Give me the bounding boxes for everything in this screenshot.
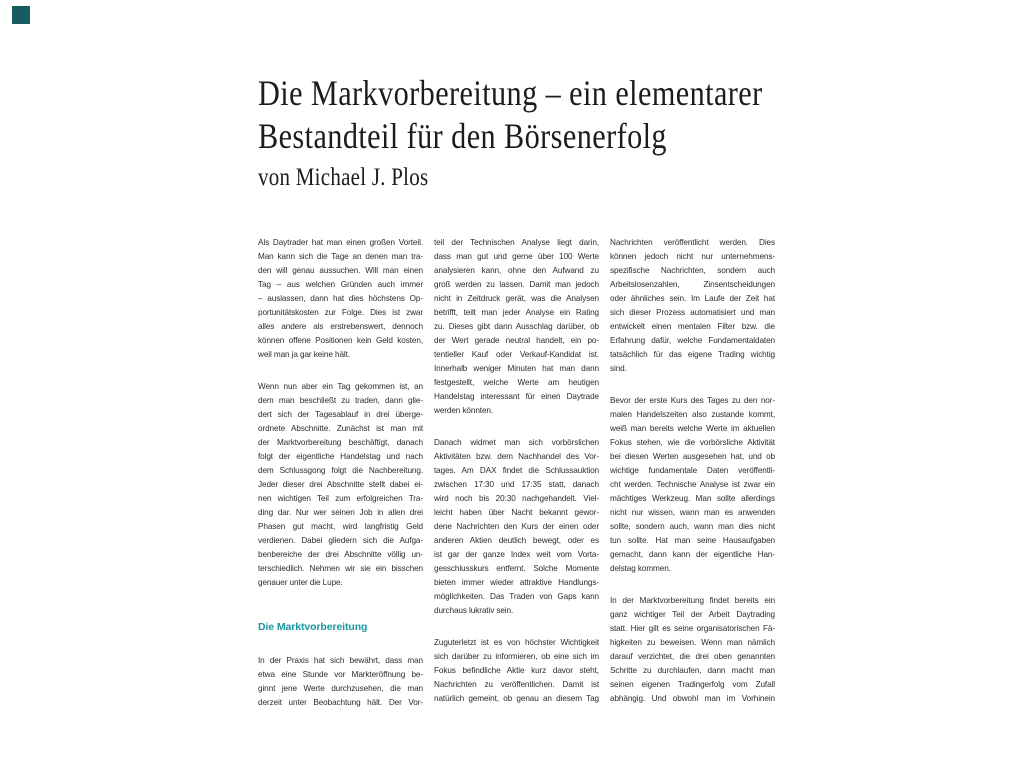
text-line: wird noch bis 20:30 nachgehandelt. Viel- [434,494,599,503]
text-line: verdienen. Dabei gliedern sich die Aufga- [258,536,423,545]
text-line: Jeder dieser drei Abschnitte stellt dabei ei- [258,480,423,489]
text-line: ginnt jene Werte durchzusehen, die man [258,684,423,693]
text-line: tentieller Kauf oder Verkauf-Kandidat ist. [434,350,599,359]
text-line: können offene Positionen kein Geld kosten, [258,336,423,345]
text-line: nicht nur wissen, wann man es anwenden [610,508,775,517]
paragraph [434,436,599,618]
text-line: natürlich gemeint, ob genau an diesem Tag [434,694,599,703]
text-line: genauer unter die Lupe. [258,578,343,587]
text-column-1 [258,236,423,728]
text-line: tages. Am DAX findet die Schlussauktion [434,466,599,475]
text-line: weiß man bereits welche Werte im aktuellen [610,424,775,433]
text-line: sich darüber zu informieren, ob eine sich im [434,652,599,661]
text-line: seinen eigenen Tradingerfolg vom Zufall [610,680,775,689]
text-line: nicht in Zeitdruck gerät, was die Analysen [434,294,599,303]
text-line: ist gar der ganze Index weit vom Vorta- [434,550,599,559]
text-line: ding dar. Nur wer seinen Job in allen drei [258,508,423,517]
text-line: ganz wichtiger Teil der Arbeit Daytrading [610,610,775,619]
text-line: zu. Dieses gibt dann Ausschlag darüber, ob [434,322,599,331]
text-line: festgestellt, welche Werte am heutigen [434,378,599,387]
text-line: portunitätskosten zur Folge. Dies ist zwar [258,308,423,317]
paragraph [610,236,775,376]
text-line: ordnete Abschnitte. Zunächst ist man mit [258,424,423,433]
text-line: betrifft, teilt man jeder Analyse ein Rating [434,308,599,317]
text-line: anderen Aktien deutlich bewegt, oder es [434,536,599,545]
text-line: Als Daytrader hat man einen großen Vorteil. [258,238,423,247]
text-line: der Marktvorbereitung beschäftigt, danach [258,438,423,447]
text-line: Tag – aus welchen Gründen auch immer [258,280,423,289]
text-line: Wenn nun aber ein Tag gekommen ist, an [258,382,423,391]
text-line: In der Praxis hat sich bewährt, dass man [258,656,423,665]
text-line: Man kann sich die Tage an denen man tra- [258,252,423,261]
text-column-3 [610,236,775,724]
text-line: benbereiche der drei Abschnitte völlig un- [258,550,423,559]
paragraph [610,594,775,706]
text-line: dass man gut und gerne über 100 Werte [434,252,599,261]
text-line: alles andere als erstrebenswert, dennoch [258,322,423,331]
text-line: tatsächlich für das eigene Trading wichtig [610,350,775,359]
text-line: cht werden. Technische Analyse ist zwar ein [610,480,775,489]
paragraph [434,636,599,706]
paragraph [610,394,775,576]
text-line: dem man beschließt zu traden, dann glie- [258,396,423,405]
text-line: der Wert gerade neutral handelt, ein po- [434,336,599,345]
text-line: entwickelt einen mentalen Filter bzw. die [610,322,775,331]
text-line: bei diesen Werten ausgesehen hat, und ob [610,452,775,461]
article-title [258,72,763,158]
text-line: teil der Technischen Analyse liegt darin, [434,238,599,247]
article-byline: von Michael J. Plos [258,164,429,191]
section-heading: Die Marktvorbereitung [258,621,368,633]
text-line: zwischen 17:30 und 17:35 statt, danach [434,480,599,489]
article-header [258,72,763,193]
paragraph [434,236,599,418]
text-line: – auslassen, dann hat dies höchstens Op- [258,294,423,303]
text-line: Zuguterletzt ist es von höchster Wichtigkeit [434,638,599,647]
text-line: Bevor der erste Kurs des Tages zu den nor- [610,396,775,405]
text-line: Phasen gut macht, wird langfristig Geld [258,522,423,531]
text-line: tun sollte. Hat man seine Hausaufgaben [610,536,775,545]
paragraph [258,380,423,590]
text-line: dene Nachrichten den Kurs der einen oder [434,522,599,531]
text-line: den will genau aussuchen. Will man einen [258,266,423,275]
text-line: sollte, sondern auch, wann man dies nicht [610,522,775,531]
text-line: Innerhalb weniger Minuten hat man dann [434,364,599,373]
text-line: Nachrichten zu veröffentlichen. Damit ist [434,680,599,689]
text-line: terschiedlich. Nehmen wir sie ein bisschen [258,564,423,573]
article-title-line1: Die Markvorbereitung – ein elementarer [258,73,763,113]
text-line: Fokus stehen, wie die vorbörsliche Aktivität [610,438,775,447]
text-line: delstag kommen. [610,564,671,573]
text-line: möglichkeiten. Das Traden von Gaps kann [434,592,599,601]
text-line: Schritte zu durchlaufen, dann macht man [610,666,775,675]
text-line: dert sich der Tagesablauf in drei überge- [258,410,423,419]
text-line: gesschlusskurs entfernt. Solche Momente [434,564,599,573]
text-line: Fokus befindliche Aktie kurz davor steht, [434,666,599,675]
article-title-line2: Bestandteil für den Börsenerfolg [258,116,667,156]
text-line: higkeiten zu beweisen. Wenn man nämlich [610,638,775,647]
text-line: werden könnten. [434,406,494,415]
text-line: oder ähnliches sein. Im Laufe der Zeit hat [610,294,775,303]
text-line: darauf verzichtet, die drei oben genannten [610,652,775,661]
text-line: nen wichtigen Teil zum erfolgreichen Tra- [258,494,423,503]
text-line: bieten immer wieder attraktive Handlungs- [434,578,599,587]
text-line: wichtige fundamentale Daten veröffentli- [610,466,775,475]
text-line: leicht haben über Nacht bekannt gewor- [434,508,599,517]
text-line: durchaus lukrativ sein. [434,606,514,615]
text-line: abhängig. Und obwohl man im Vorhinein [610,694,775,703]
paragraph [258,654,423,710]
text-line: Danach widmet man sich vorbörslichen [434,438,599,447]
text-line: In der Marktvorbereitung findet bereits ein [610,596,775,605]
text-line: statt. Hier gilt es seine organisatorischen Fä- [610,624,775,633]
text-line: können jedoch nicht nur unternehmens- [610,252,775,261]
text-line: spezifische Nachrichten, sondern auch [610,266,775,275]
text-column-2 [434,236,599,724]
text-line: Aktivitäten bzw. dem Nachhandel des Vor- [434,452,599,461]
text-line: dem Schlussgong folgt die Nachbereitung. [258,466,423,475]
paragraph [258,236,423,362]
text-line: sind. [610,364,627,373]
text-line: malen Handelszeiten also zustande kommt, [610,410,775,419]
text-line: folgt der eigentliche Handelstag und nach [258,452,423,461]
text-line: Nachrichten veröffentlicht werden. Dies [610,238,775,247]
text-line: Handelstag interessant für einen Daytrade [434,392,599,401]
text-line: groß werden zu lassen. Damit man jedoch [434,280,599,289]
text-line: gemacht, dann kann der eigentliche Han- [610,550,775,559]
text-line: derzeit unter Beobachtung hält. Der Vor- [258,698,423,707]
text-line: Erfahrung dafür, welche Fundamentaldaten [610,336,775,345]
text-line: analysieren kann, ohne den Aufwand zu [434,266,599,275]
page-corner-mark [12,6,30,24]
text-line: sich dieser Prozess automatisiert und man [610,308,775,317]
text-line: mächtiges Werkzeug. Man sollte allerdings [610,494,775,503]
text-line: weil man ja gar keine hält. [258,350,350,359]
text-line: Arbeitslosenzahlen, Zinsentscheidungen [610,280,775,289]
text-line: etwa eine Stunde vor Markteröffnung be- [258,670,423,679]
